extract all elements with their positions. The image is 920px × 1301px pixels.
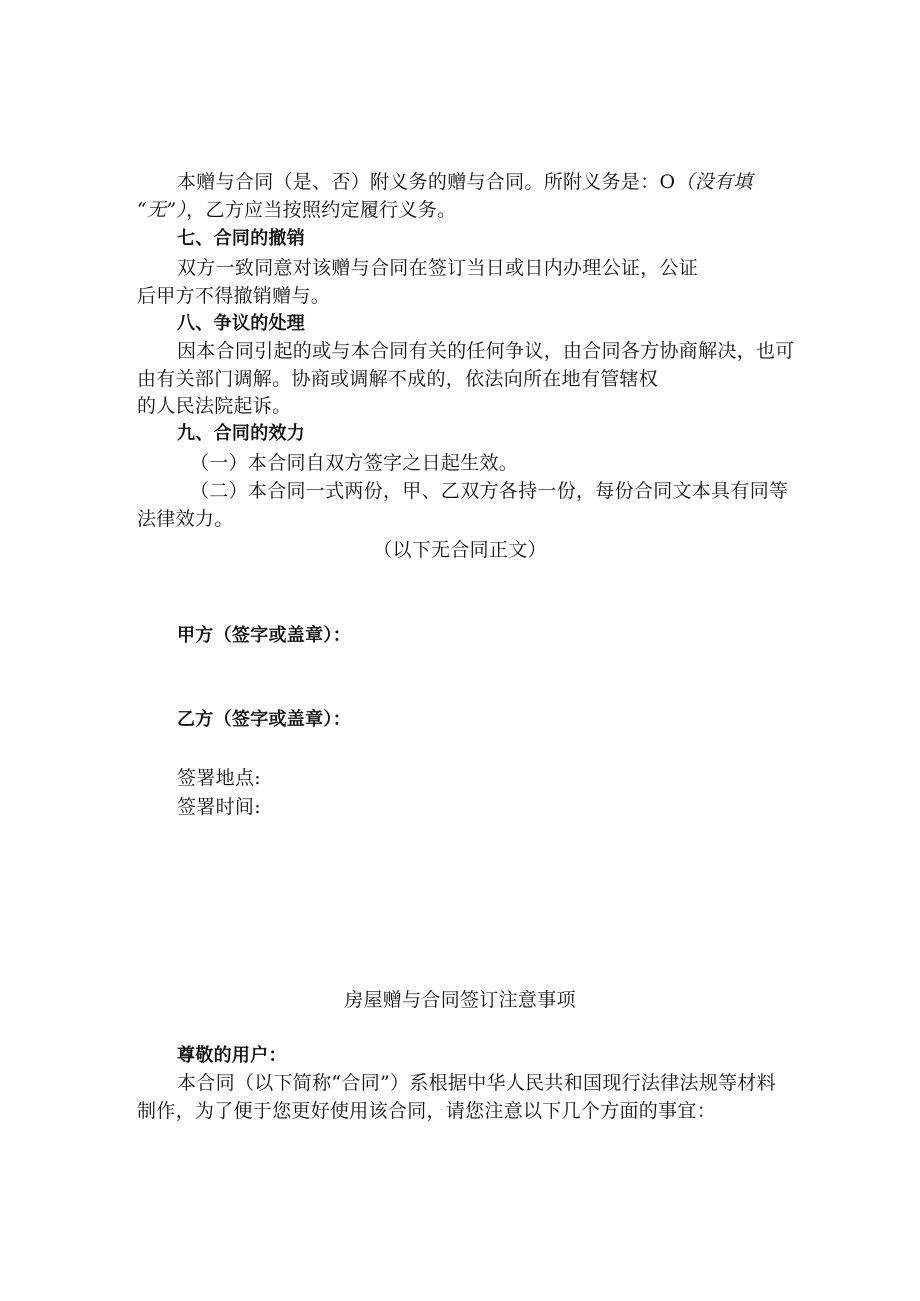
notice-salutation: 尊敬的用户： xyxy=(177,1045,287,1066)
party-a-signature-label: 甲方（签字或盖章）： xyxy=(177,625,351,646)
signing-time-label: 签署时间: xyxy=(177,796,261,818)
obligation-note-italic-end: “无”） xyxy=(137,199,187,221)
obligation-note-italic: （没有填 xyxy=(675,171,753,193)
party-b-signature-label: 乙方（签字或盖章）： xyxy=(177,709,351,730)
revocation-line-1: 双方一致同意对该赠与合同在签订当日或日内办理公证，公证 xyxy=(177,257,699,279)
section-heading-revocation: 七、合同的撤销 xyxy=(177,228,306,249)
obligation-line-1 xyxy=(177,170,753,194)
notice-paragraph-line-1: 本合同（以下简称“合同”）系根据中华人民共和国现行法律法规等材料 xyxy=(177,1072,777,1094)
dispute-line-2: 由有关部门调解。协商或调解不成的，依法向所在地有管辖权 xyxy=(137,368,659,390)
notice-paragraph-line-2: 制作，为了便于您更好使用该合同，请您注意以下几个方面的事宜： xyxy=(137,1100,717,1122)
revocation-line-2: 后甲方不得撤销赠与。 xyxy=(137,285,331,307)
signing-place-label: 签署地点: xyxy=(177,767,261,789)
obligation-text-end: ，乙方应当按照约定履行义务。 xyxy=(186,199,457,221)
obligation-text: 本赠与合同（是、否）附义务的赠与合同。所附义务是：O xyxy=(177,171,676,193)
section-heading-effect: 九、合同的效力 xyxy=(177,423,306,444)
obligation-line-2 xyxy=(137,198,456,222)
effect-item-2-line-1: （二）本合同一式两份，甲、乙双方各持一份，每份合同文本具有同等 xyxy=(190,480,789,502)
effect-item-1: （一）本合同自双方签字之日起生效。 xyxy=(190,452,519,474)
section-heading-dispute: 八、争议的处理 xyxy=(177,313,306,334)
end-of-contract-note: （以下无合同正文） xyxy=(373,539,547,561)
effect-item-2-line-2: 法律效力。 xyxy=(137,508,234,530)
dispute-line-3: 的人民法院起诉。 xyxy=(137,395,292,417)
dispute-line-1: 因本合同引起的或与本合同有关的任何争议，由合同各方协商解决，也可 xyxy=(177,340,795,362)
notice-title: 房屋赠与合同签订注意事项 xyxy=(344,989,576,1011)
